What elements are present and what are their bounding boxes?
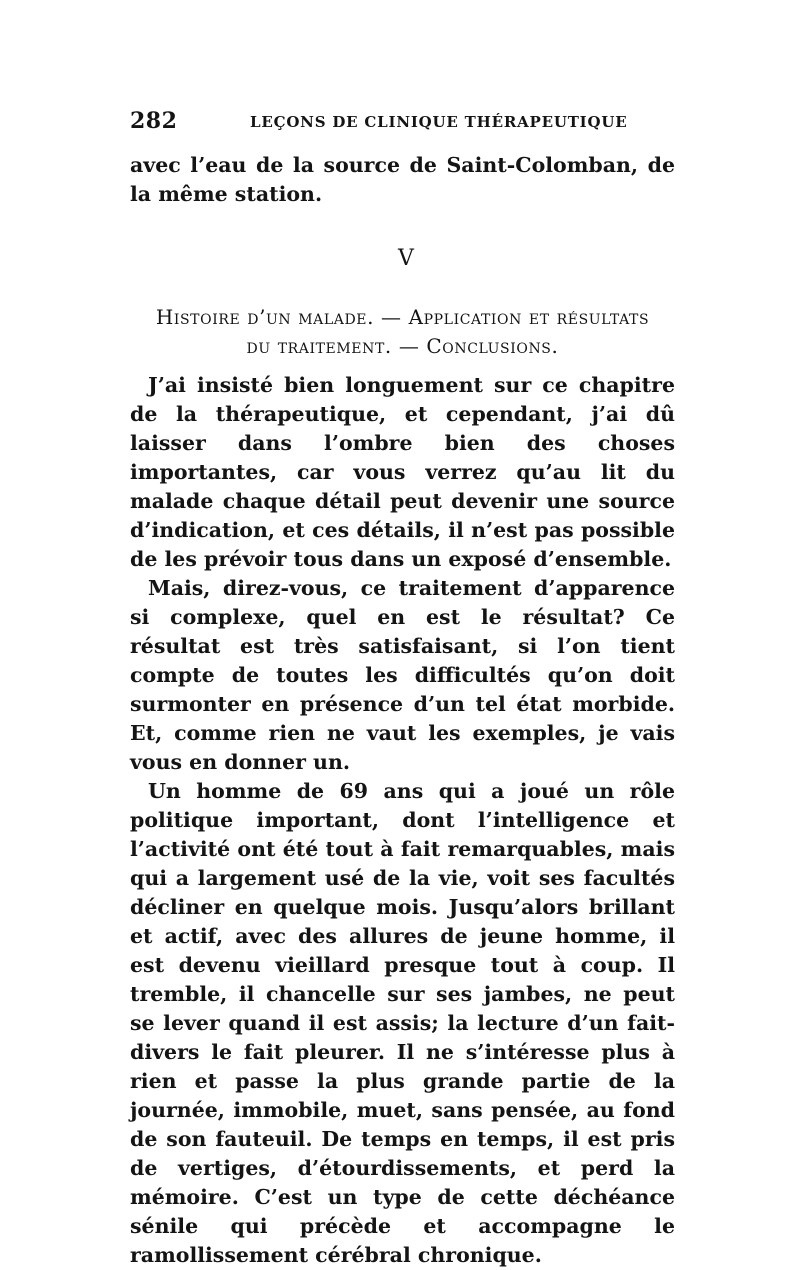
continuation-paragraph: avec l’eau de la source de Saint-Colomban, de la même station. xyxy=(130,153,675,206)
body-text-block xyxy=(130,371,675,1270)
section-title-line-1: Histoire d’un malade. — Application et résultats xyxy=(155,305,650,329)
continuation-text-block xyxy=(130,151,675,209)
section-title xyxy=(130,303,675,361)
section-title-line-2: du traitement. — Conclusions. xyxy=(246,334,559,358)
paragraph-3: Un homme de 69 ans qui a joué un rôle politique important, dont l’intelligence et l’activité ont été tout à fait remarquables, mais qui a largement usé de la vie, voit ses facultés décliner en quelque mois. Jusqu’alors brillant et actif, avec des allures de jeune homme, il est devenu vieillard presque tout à coup. Il tremble, il chancelle sur ses jambes, ne peut se lever quand il est assis; la lecture d’un fait-divers le fait pleurer. Il ne s’intéresse plus à rien et passe la plus grande partie de la journée, immobile, muet, sans pensée, au fond de son fauteuil. De temps en temps, il est pris de vertiges, d’étourdissements, et perd la mémoire. C’est un type de cette déchéance sénile qui précède et accompagne le ramollissement cérébral chronique. xyxy=(130,779,675,1267)
section-number: V xyxy=(398,246,414,271)
paragraph-2: Mais, direz-vous, ce traitement d’apparence si complexe, quel en est le résultat? Ce résultat est très satisfaisant, si l’on tient compte de toutes les difficultés qu’on doit surmonter en présence d’un tel état morbide. Et, comme rien ne vaut les exemples, je vais vous en donner un. xyxy=(130,576,675,774)
paragraph-1: J’ai insisté bien longuement sur ce chapitre de la thérapeutique, et cependant, j’ai dû laisser dans l’ombre bien des choses importantes, car vous verrez qu’au lit du malade chaque détail peut devenir une source d’indication, et ces détails, il n’est pas possible de les prévoir tous dans un exposé d’ensemble. xyxy=(130,373,675,571)
page-number: 282 xyxy=(130,108,178,134)
running-title: LEÇONS DE CLINIQUE THÉRAPEUTIQUE xyxy=(250,113,628,131)
running-head xyxy=(130,108,675,138)
